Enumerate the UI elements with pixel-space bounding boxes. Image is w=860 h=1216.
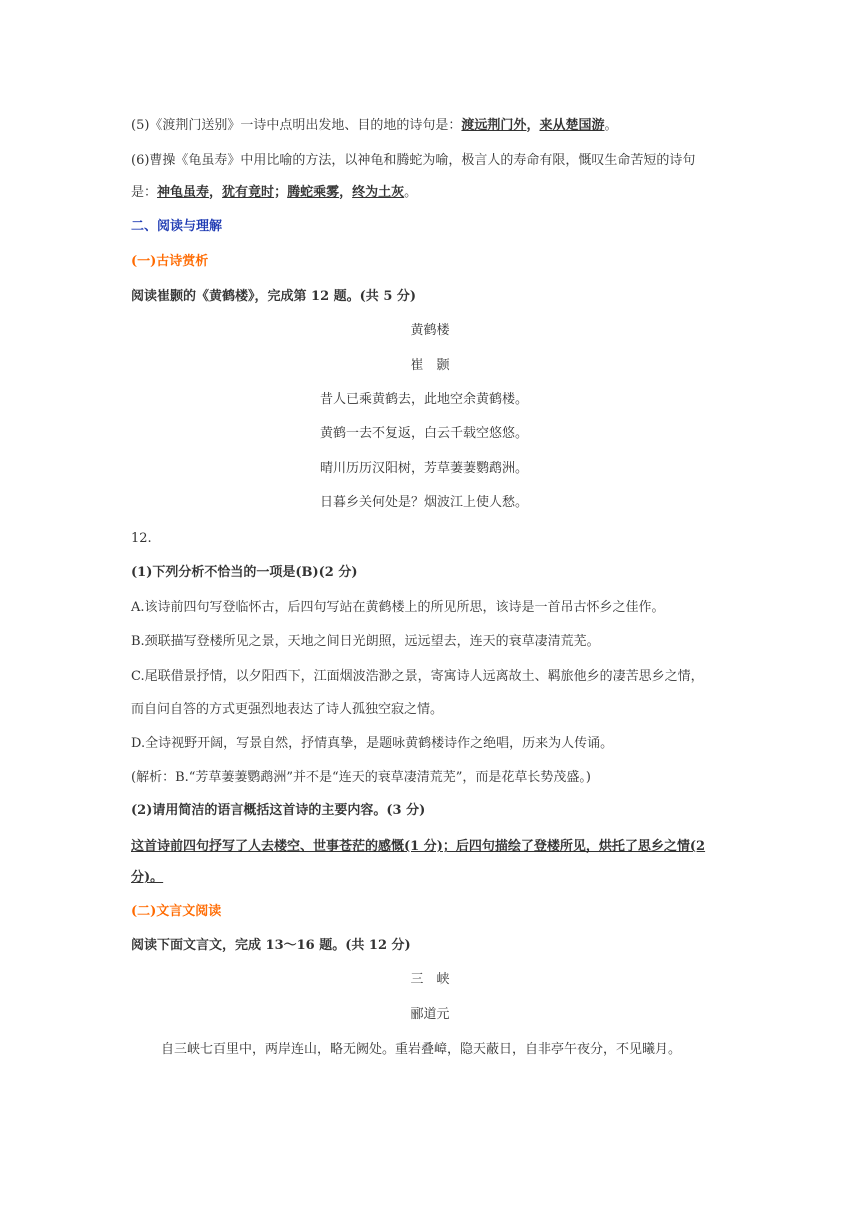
poem-author: 崔 颢: [410, 358, 450, 373]
classical-text-title: 三 峡: [410, 972, 450, 987]
option-c-line-2: 而自问自答的方式更强烈地表达了诗人孤独空寂之情。: [131, 702, 444, 717]
classical-text-author: 郦道元: [410, 1007, 450, 1022]
option-d: D.全诗视野开阔，写景自然，抒情真挚，是题咏黄鹤楼诗作之绝唱，历来为人传诵。: [131, 736, 614, 751]
classical-text-line-1: 自三峡七百里中，两岸连山，略无阙处。重岩叠嶂，隐天蔽日，自非亭午夜分，不见曦月。: [161, 1042, 682, 1057]
option-a: A.该诗前四句写登临怀古，后四句写站在黄鹤楼上的所见所思，该诗是一首吊古怀乡之佳作。: [131, 600, 665, 615]
answer-5-part-1: 渡远荆门外: [461, 118, 527, 133]
part-2-heading: (二)文言文阅读: [131, 904, 222, 919]
part-1-heading: (一)古诗赏析: [131, 254, 209, 269]
answer-6-separator-3: ，: [339, 185, 353, 200]
analysis-note: (解析：B.“芳草萋萋鹦鹉洲”并不是“连天的衰草凄清荒芜”，而是花草长势茂盛。): [131, 770, 591, 785]
section-2-heading: 二、阅读与理解: [131, 219, 223, 234]
answer-6-separator-1: ，: [209, 185, 223, 200]
answer-6-part-4: 终为土灰: [352, 185, 405, 200]
question-12-1: (1)下列分析不恰当的一项是(B)(2 分): [131, 565, 358, 580]
answer-5-separator: ，: [526, 118, 540, 133]
poem-line: 日暮乡关何处是？烟波江上使人愁。: [320, 495, 529, 510]
answer-6-part-3: 腾蛇乘雾: [287, 185, 340, 200]
question-12-2: (2)请用简洁的语言概括这首诗的主要内容。(3 分): [131, 803, 426, 818]
answer-5-part-2: 来从楚国游: [539, 118, 605, 133]
question-12-number: 12.: [131, 531, 152, 546]
question-5-prompt: (5)《渡荆门送别》一诗中点明出发地、目的地的诗句是：: [131, 118, 462, 133]
poem-line: 昔人已乘黄鹤去，此地空余黄鹤楼。: [320, 392, 529, 407]
question-6-line-1: (6)曹操《龟虽寿》中用比喻的方法，以神龟和腾蛇为喻，极言人的寿命有限，慨叹生命苦短的诗句: [131, 153, 696, 168]
part-1-intro: 阅读崔颢的《黄鹤楼》，完成第 12 题。(共 5 分): [131, 289, 417, 304]
answer-6-end: 。: [404, 185, 418, 200]
answer-12-2-line-2: 分)。: [131, 870, 164, 885]
part-2-intro: 阅读下面文言文，完成 13～16 题。(共 12 分): [131, 938, 411, 953]
question-6-prefix: 是：: [131, 185, 158, 200]
answer-6-part-2: 犹有竟时: [222, 185, 275, 200]
option-c-line-1: C.尾联借景抒情，以夕阳西下，江面烟波浩渺之景，寄寓诗人远离故土、羁旅他乡的凄苦思乡之情，: [131, 669, 704, 684]
option-b: B.颈联描写登楼所见之景，天地之间日光朗照，远远望去，连天的衰草凄清荒芜。: [131, 634, 600, 649]
poem-line: 黄鹤一去不复返，白云千载空悠悠。: [320, 426, 529, 441]
answer-5-end: 。: [604, 118, 618, 133]
answer-6-separator-2: ；: [274, 185, 288, 200]
question-6-line-2: [131, 184, 417, 202]
answer-6-part-1: 神龟虽寿: [157, 185, 210, 200]
answer-12-2-line-1: 这首诗前四句抒写了人去楼空、世事苍茫的感慨(1 分)；后四句描绘了登楼所见，烘托了思乡之情(2: [131, 839, 706, 854]
poem-title: 黄鹤楼: [410, 323, 450, 338]
poem-line: 晴川历历汉阳树，芳草萋萋鹦鹉洲。: [320, 461, 529, 476]
question-5: [131, 117, 617, 135]
